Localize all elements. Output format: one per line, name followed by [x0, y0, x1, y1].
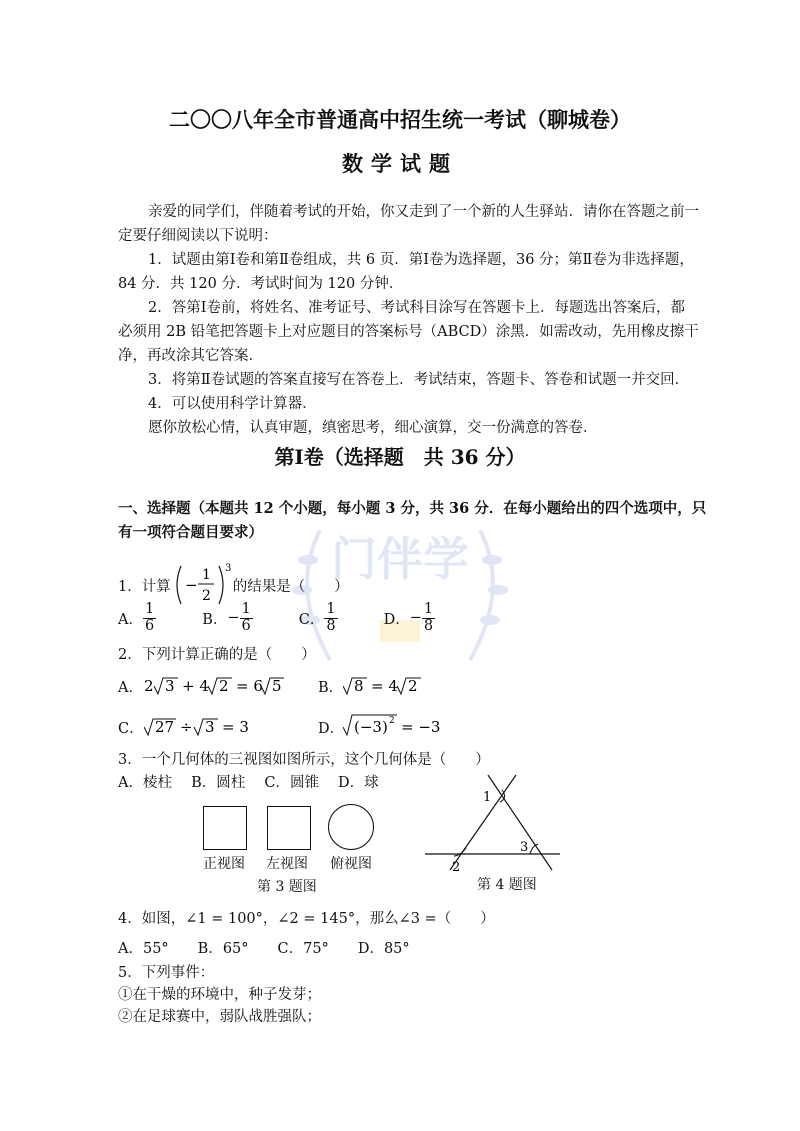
q5-item-2: ②在足球赛中，弱队战胜强队； [118, 1009, 321, 1025]
q2-option-a-formula [144, 670, 284, 700]
q1-option-d-value: $\frac{1}{8}$ [423, 601, 434, 634]
q3-left-view-square [267, 806, 311, 850]
q2-option-d-label: D． [318, 721, 345, 737]
q1-option-a-label: A． [118, 611, 143, 628]
q2-option-c-formula [144, 711, 254, 741]
svg-text:3: 3 [224, 563, 232, 574]
q4-options: A．55° B．65° C．75° D．85° [118, 941, 410, 957]
q4-stem-prefix: 4．如图， [118, 911, 186, 927]
q4-angle-3-label: 3 [520, 840, 529, 855]
q3-options: A．棱柱 B．圆柱 C．圆锥 D．球 [118, 775, 379, 791]
svg-text:27: 27 [155, 718, 175, 736]
svg-text:= −3: = −3 [401, 718, 441, 736]
exam-title: 二〇〇八年全市普通高中招生统一考试（聊城卷） [169, 107, 631, 132]
q2-option-d-formula [343, 707, 443, 741]
svg-text:1: 1 [201, 567, 211, 583]
svg-text:−: − [184, 576, 198, 594]
q3-figure-caption: 第 3 题图 [257, 879, 317, 895]
exam-subtitle: 数学试题 [342, 151, 458, 176]
q4-angle1: ∠1 = 100° [185, 911, 263, 927]
q3-top-view-circle [328, 804, 374, 850]
svg-text:2: 2 [201, 588, 211, 604]
intro-wish: 愿你放松心情，认真审题，缜密思考，细心演算，交一份满意的答卷． [148, 420, 598, 436]
intro-item3: 3．将第Ⅱ卷试题的答案直接写在答卷上．考试结束，答题卡、答卷和试题一并交回． [148, 372, 690, 388]
svg-text:2: 2 [408, 677, 418, 695]
q5-item-1: ①在干燥的环境中，种子发芽； [118, 987, 321, 1003]
q1-option-a-value: $\frac{1}{6}$ [144, 601, 155, 634]
q1-option-b-label: B． [202, 611, 228, 628]
q4-angle-2-label: 2 [452, 860, 461, 875]
q4-figure-caption: 第 4 题图 [477, 877, 537, 893]
intro-item2-3: 净，再改涂其它答案． [118, 348, 263, 364]
svg-text:5: 5 [272, 677, 282, 695]
section1-title: 第Ⅰ卷（选择题 共 36 分） [274, 445, 526, 469]
q2-option-b-label: B． [318, 680, 344, 696]
svg-text:3: 3 [165, 677, 175, 695]
q1-options: A． $\frac{1}{6}$ B． − $\frac{1}{6}$ C． $\frac{1}{8}$ D． − $\frac{1}{8}$ [118, 601, 434, 634]
q4-angle-1-label: 1 [483, 790, 492, 805]
section1-instruction-2: 有一项符合题目要求） [118, 524, 263, 541]
q1-prefix: 1．计算 [118, 578, 171, 595]
q2-option-c-label: C． [118, 721, 144, 737]
svg-text:+ 4: + 4 [182, 677, 209, 695]
question-2: 2．下列计算正确的是（ ） [118, 647, 316, 663]
question-5: 5．下列事件： [118, 965, 215, 981]
section1-instruction-1: 一、选择题（本题共 12 个小题，每小题 3 分，共 36 分．在每小题给出的四个选项中，只 [118, 500, 707, 517]
svg-text:÷: ÷ [180, 718, 193, 736]
intro-item4: 4．可以使用科学计算器． [148, 396, 317, 412]
q3-front-view-label: 正视图 [203, 856, 245, 872]
svg-text:3: 3 [205, 718, 215, 736]
svg-text:2: 2 [219, 677, 229, 695]
q1-suffix: 的结果是（ ） [232, 578, 349, 595]
intro-item1-1: 1．试题由第Ⅰ卷和第Ⅱ卷组成，共 6 页．第Ⅰ卷为选择题，36 分；第Ⅱ卷为非选择题， [148, 252, 694, 268]
q4-angle2: ∠2 = 145° [277, 911, 356, 927]
watermark-text: 门伴学 [331, 532, 469, 586]
q1-option-c-label: C． [298, 611, 325, 628]
svg-text:2: 2 [389, 716, 395, 726]
intro-greeting-1: 亲爱的同学们，伴随着考试的开始，你又走到了一个新的人生驿站．请你在答题之前一 [148, 204, 699, 220]
q3-front-view-square [203, 806, 247, 850]
intro-item2-1: 2．答第Ⅰ卷前，将姓名、准考证号、考试科目涂写在答题卡上．每题选出答案后，都 [148, 300, 685, 316]
q2-option-b-formula [343, 670, 433, 700]
svg-text:2: 2 [144, 677, 154, 695]
question-3: 3．一个几何体的三视图如图所示，这个几何体是（ ） [118, 752, 490, 768]
q1-option-b-value: $\frac{1}{6}$ [241, 601, 251, 634]
q3-top-view-label: 俯视图 [330, 856, 372, 872]
q4-figure [420, 770, 570, 875]
q1-option-c-value: $\frac{1}{8}$ [326, 601, 336, 634]
intro-item2-2: 必须用 2B 铅笔把答题卡上对应题目的答案标号（ABCD）涂黑．如需改动，先用橡皮擦干 [118, 324, 699, 340]
q2-option-a-label: A． [118, 680, 143, 696]
q4-stem-suffix: ，那么∠3 =（ ） [355, 911, 495, 927]
question-4: 4．如图，∠1 = 100°，∠2 = 145°，那么∠3 =（ ） [118, 911, 495, 927]
intro-greeting-2: 定要仔细阅读以下说明： [118, 228, 278, 244]
svg-text:(−3): (−3) [354, 718, 388, 736]
svg-text:8: 8 [354, 677, 364, 695]
intro-item1-2: 84 分．共 120 分．考试时间为 120 分钟． [118, 276, 404, 292]
svg-text:= 4: = 4 [371, 677, 398, 695]
svg-text:= 6: = 6 [236, 677, 263, 695]
q1-option-d-label: D． [383, 611, 410, 628]
svg-text:= 3: = 3 [222, 718, 249, 736]
q3-left-view-label: 左视图 [266, 856, 308, 872]
